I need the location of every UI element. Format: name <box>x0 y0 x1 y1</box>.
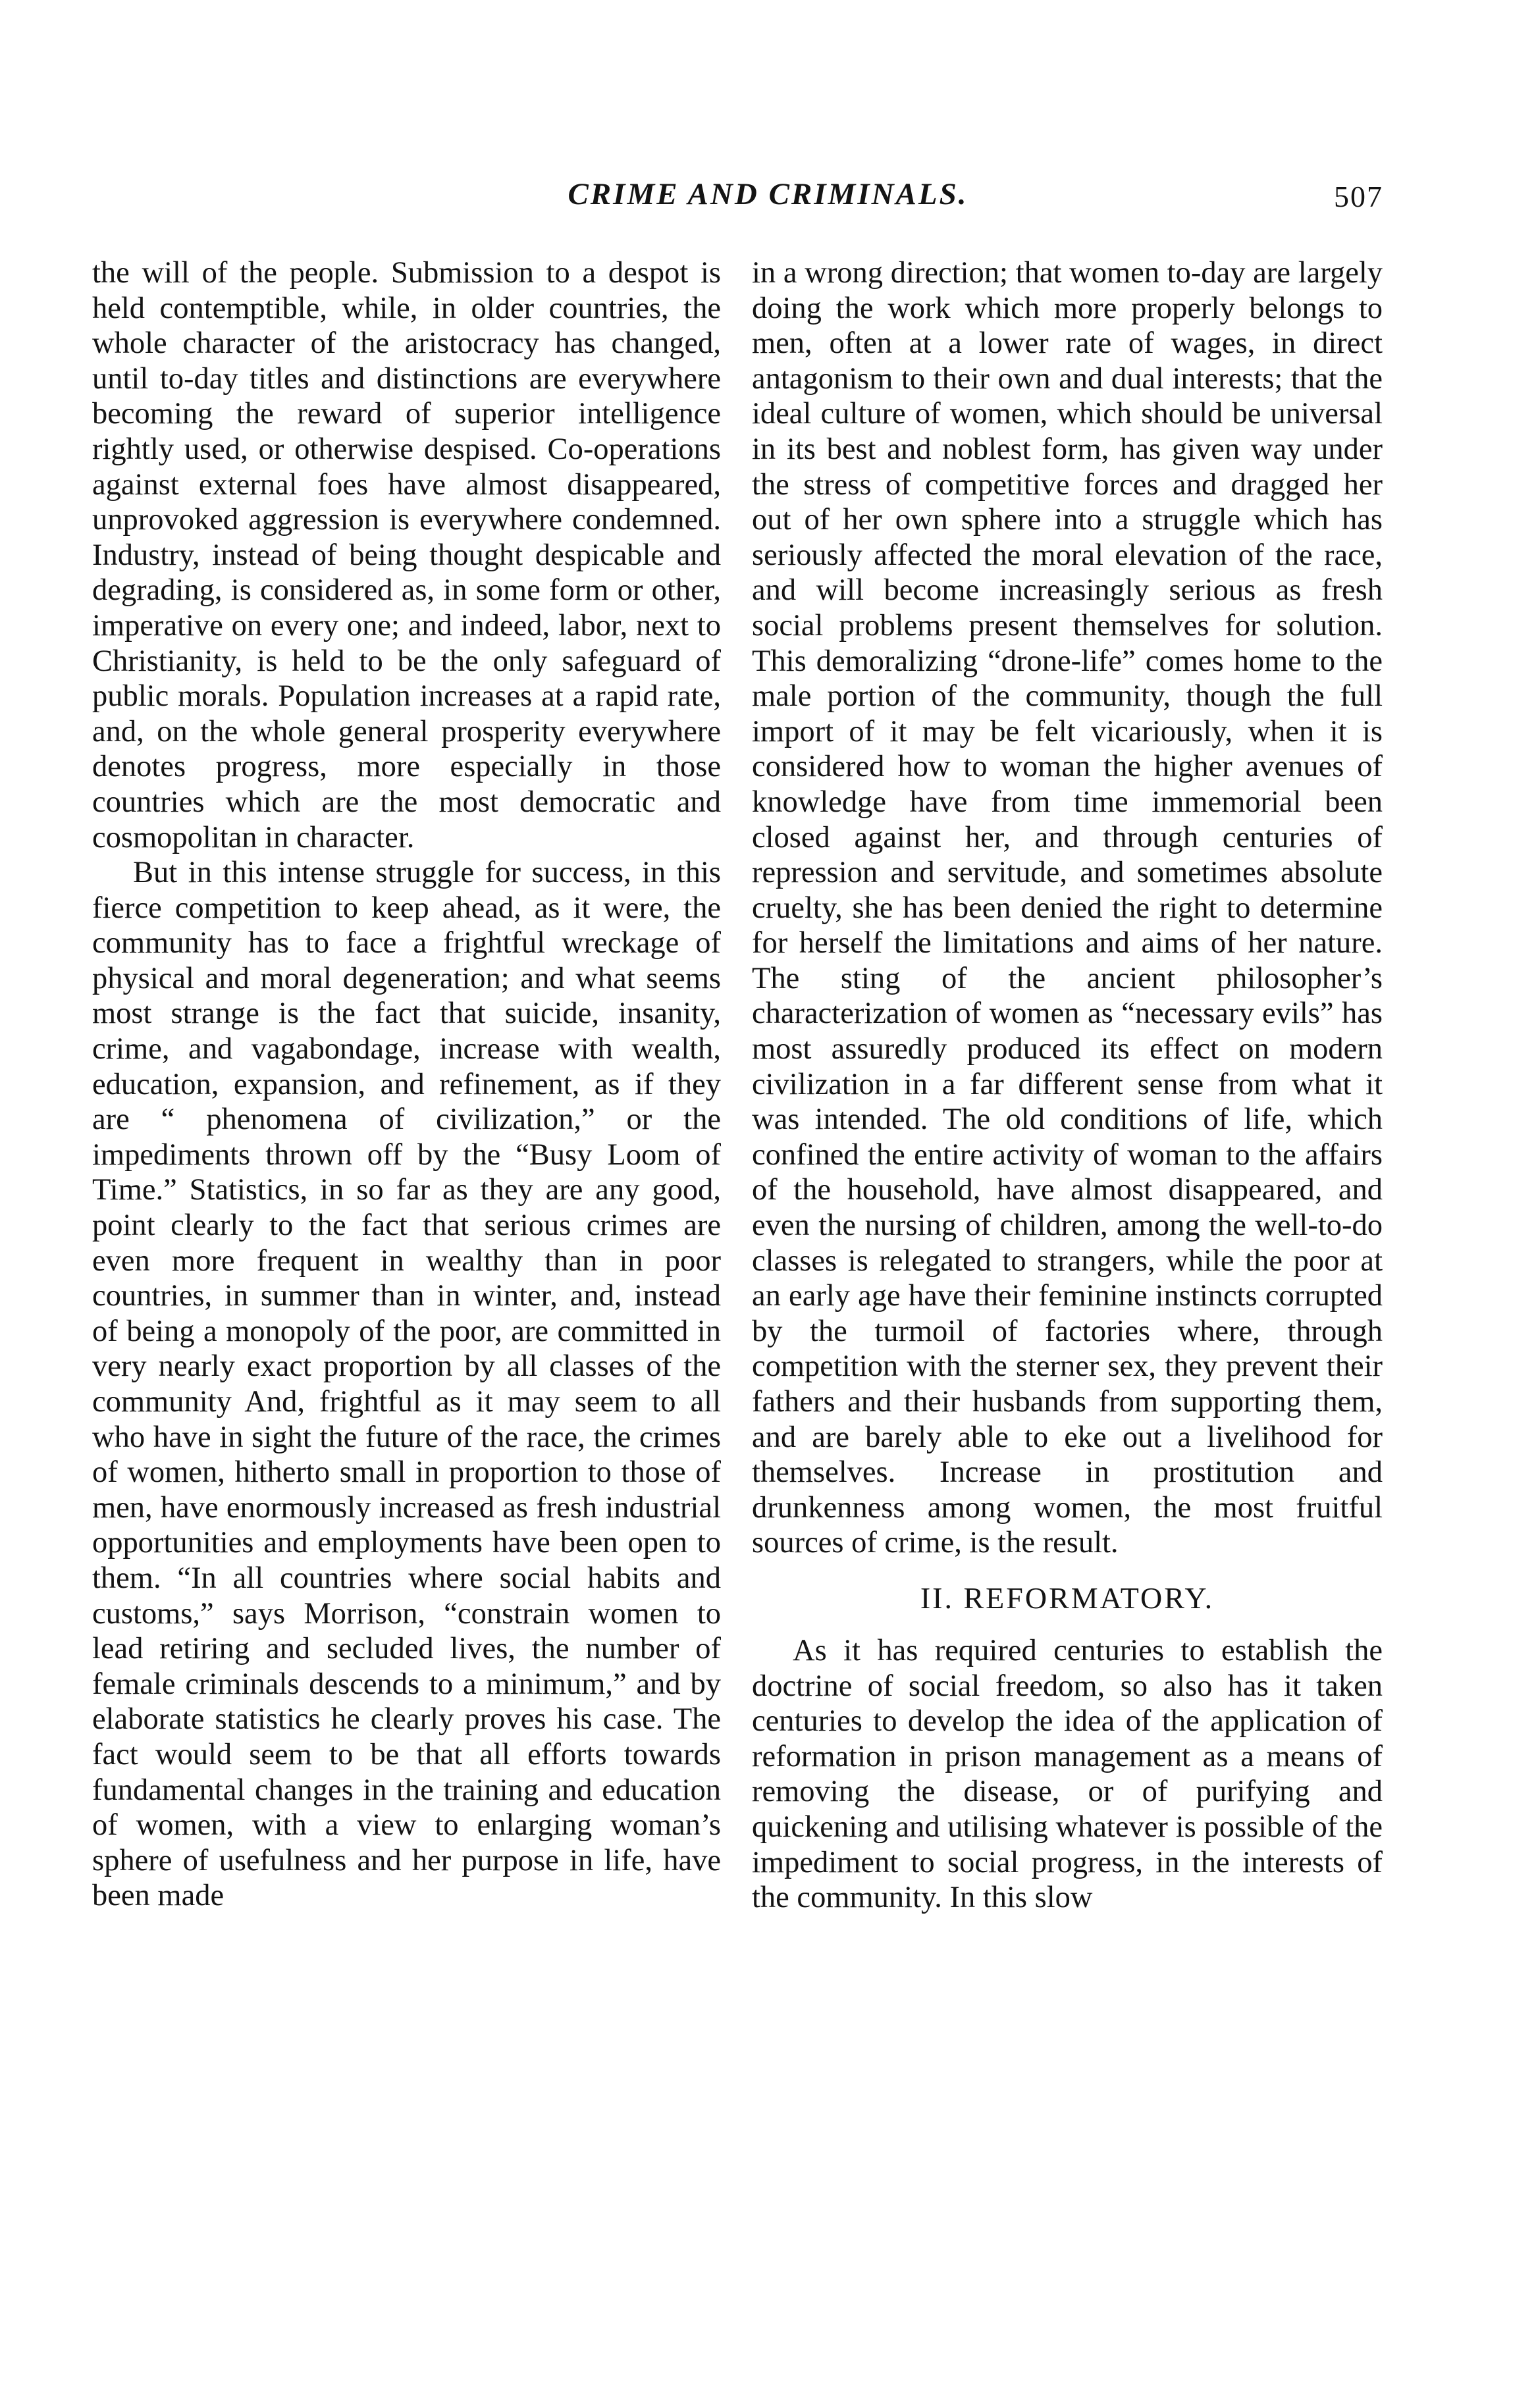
left-paragraph-1: the will of the people. Submission to a despot is held contemptible, while, in older countries, the whole character of the aristocracy has changed, until to-day titles and distinctions are everywhere becoming the reward of superior intelligence rightly used, or otherwise despised. Co-operations against external foes have almost disappeared, unprovoked aggression is everywhere condemned. Industry, instead of being thought despicable and degrading, is considered as, in some form or other, imperative on every one; and indeed, labor, next to Christianity, is held to be the only safeguard of public morals. Population increases at a rapid rate, and, on the whole general prosperity everywhere denotes progress, more especially in those countries which are the most democratic and cosmopolitan in character. <box>92 256 721 854</box>
right-column <box>752 255 1383 1916</box>
right-paragraph-2: As it has required centuries to establish the doctrine of social freedom, so also has it taken centuries to develop the idea of the application of reformation in prison management as a means of removing the disease, or of purifying and quickening and utilising whatever is possible of the impediment to social progress, in the interests of the community. In this slow <box>752 1633 1383 1915</box>
running-head <box>0 176 1536 216</box>
left-column <box>92 255 721 1914</box>
right-paragraph-1: in a wrong direction; that women to-day are largely doing the work which more properly belongs to men, often at a lower rate of wages, in direct antagonism to their own and dual interests; that the ideal culture of women, which should be universal in its best and noblest form, has given way under the stress of competitive forces and dragged her out of her own sphere into a struggle which has seriously affected the moral elevation of the race, and will become increasingly serious as fresh social problems present themselves for solution. This demoralizing “drone-life” comes home to the male portion of the community, though the full import of it may be felt vicariously, when it is considered how to woman the higher avenues of knowledge have from time immemorial been closed against her, and through centuries of repression and servitude, and sometimes absolute cruelty, she has been denied the right to determine for herself the limitations and aims of her nature. The sting of the ancient philosopher’s characterization of women as “necessary evils” has most assuredly produced its effect on modern civilization in a far different sense from what it was intended. The old conditions of life, which confined the entire activity of woman to the affairs of the household, have almost disappeared, and even the nursing of children, among the well-to-do classes is relegated to strangers, while the poor at an early age have their feminine instincts corrupted by the turmoil of factories where, through competition with the sterner sex, they prevent their fathers and their husbands from supporting them, and are barely able to eke out a livelihood for themselves. Increase in prostitution and drunkenness among women, the most fruitful sources of crime, is the result. <box>752 256 1383 1560</box>
page-number: 507 <box>1334 180 1383 213</box>
section-heading: II. REFORMATORY. <box>920 1581 1215 1615</box>
left-paragraph-2: But in this intense struggle for success, in this fierce competition to keep ahead, as it were, the community has to face a frightful wreckage of physical and moral degeneration; and what seems most strange is the fact that suicide, insanity, crime, and vagabondage, increase with wealth, education, expansion, and refinement, as if they are “ phenomena of civilization,” or the impediments thrown off by the “Busy Loom of Time.” Statistics, in so far as they are any good, point clearly to the fact that serious crimes are even more frequent in wealthy than in poor countries, in summer than in winter, and, instead of being a monopoly of the poor, are committed in very nearly exact proportion by all classes of the community And, frightful as it may seem to all who have in sight the future of the race, the crimes of women, hitherto small in proportion to those of men, have enormously increased as fresh industrial opportunities and employments have been open to them. “In all countries where social habits and customs,” says Morrison, “constrain women to lead retiring and secluded lives, the number of female criminals descends to a minimum,” and by elaborate statistics he clearly proves his case. The fact would seem to be that all efforts towards fundamental changes in the training and education of women, with a view to enlarging woman’s sphere of usefulness and her purpose in life, have been made <box>92 856 721 1913</box>
running-title: CRIME AND CRIMINALS. <box>568 177 968 211</box>
